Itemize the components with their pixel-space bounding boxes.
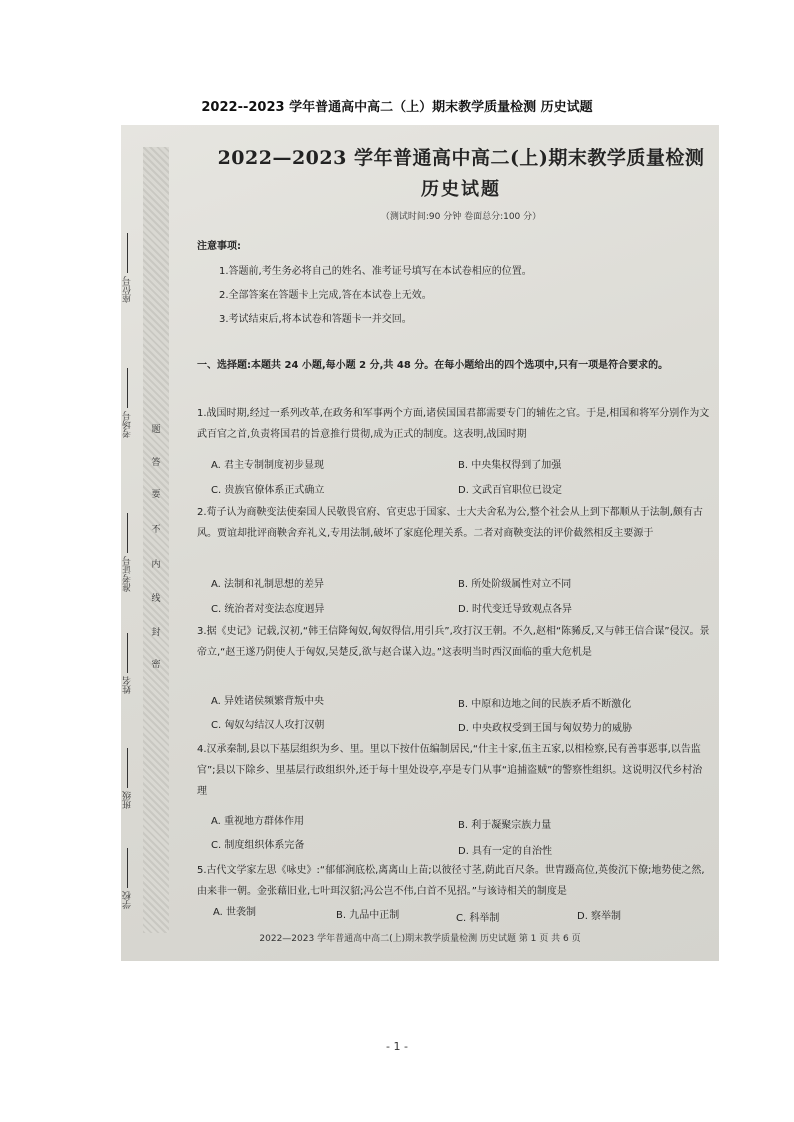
notice-item: 3.考试结束后,将本试卷和答题卡一并交回。: [219, 314, 412, 325]
question-2-option-a: A. 法制和礼制思想的差异: [211, 579, 325, 590]
margin-field-seat: 座位号: [121, 230, 139, 303]
question-2-option-c: C. 统治者对变法态度迥异: [211, 604, 325, 615]
question-1-stem: 1.战国时期,经过一系列改革,在政务和军事两个方面,诸侯国国君都需要专门的辅佐之官。于是,相国和将军分别作为文武百官之首,负责将国君的旨意推行贯彻,成为正式的制度。这表明,战国时期: [197, 408, 710, 440]
question-4-option-b: B. 利于凝聚宗族力量: [458, 820, 552, 831]
seal-char: 要: [151, 490, 161, 500]
notice-title: 注意事项:: [197, 241, 241, 252]
question-2-option-d: D. 时代变迁导致观点各异: [458, 604, 573, 615]
question-3-option-b: B. 中原和边地之间的民族矛盾不断激化: [458, 699, 632, 710]
question-4-stem: 4.汉承秦制,县以下基层组织为乡、里。里以下按什伍编制居民,“什主十家,伍主五家,以相检察,民有善事恶事,以告监官”;县以下除乡、里基层行政组织外,还于每十里处设亭,亭是专门从事“追捕盗贼”的警察性组织。这说明汉代乡村治理: [197, 744, 703, 797]
question-5-option-b: B. 九品中正制: [336, 910, 400, 921]
seal-char: 题: [151, 425, 161, 435]
seal-char: 封: [151, 628, 161, 638]
margin-field-name: 姓名: [121, 630, 139, 694]
question-5-stem: 5.古代文学家左思《咏史》:“郁郁涧底松,离离山上苗;以彼径寸茎,荫此百尺条。世胄蹑高位,英俊沉下僚;地势使之然,由来非一朝。金张藉旧业,七叶珥汉貂;冯公岂不伟,白首不见招。”与该诗相关的制度是: [197, 865, 705, 897]
question-3-stem: 3.据《史记》记载,汉初,“韩王信降匈奴,匈奴得信,用引兵”,攻打汉王朝。不久,赵相“陈豨反,又与韩王信合谋”侵汉。景帝立,“赵王遂乃阴使人于匈奴,吴楚反,欲与赵合谋入边。”这表明当时西汉面临的重大危机是: [197, 626, 710, 658]
margin-field-school: 学校: [121, 845, 139, 909]
question-3-option-c: C. 匈奴勾结汉人攻打汉朝: [211, 720, 325, 731]
exam-paper-photo: [121, 125, 719, 961]
margin-field-room: 考场号: [121, 365, 139, 438]
question-4-option-a: A. 重视地方群体作用: [211, 816, 305, 827]
margin-field-class: 班级: [121, 745, 139, 809]
notice-item: 2.全部答案在答题卡上完成,答在本试卷上无效。: [219, 290, 432, 301]
paper-title: 2022—2023 学年普通高中高二(上)期末教学质量检测: [217, 147, 705, 169]
seal-char: 不: [151, 525, 161, 535]
question-5-option-a: A. 世袭制: [213, 907, 257, 918]
margin-field-exam-id: 准考证号: [121, 510, 139, 592]
question-1-option-a: A. 君主专制制度初步显现: [211, 460, 325, 471]
seal-char: 线: [151, 594, 161, 604]
question-1-option-c: C. 贵族官僚体系正式确立: [211, 485, 325, 496]
page-number: - 1 -: [386, 1040, 408, 1053]
section-heading: 一、选择题:本题共 24 小题,每小题 2 分,共 48 分。在每小题给出的四个选项中,只有一项是符合要求的。: [197, 360, 669, 371]
seal-line-strip: [143, 147, 169, 933]
notice-item: 1.答题前,考生务必将自己的姓名、准考证号填写在本试卷相应的位置。: [219, 266, 532, 277]
question-3-option-a: A. 异姓诸侯频繁背叛中央: [211, 696, 325, 707]
paper-subject: 历史试题: [421, 179, 501, 200]
paper-footer: 2022—2023 学年普通高中高二(上)期末教学质量检测 历史试题 第 1 页 共 6 页: [259, 934, 581, 944]
question-3-option-d: D. 中央政权受到王国与匈奴势力的威胁: [458, 723, 633, 734]
question-4-option-c: C. 制度组织体系完备: [211, 840, 305, 851]
question-1-option-b: B. 中央集权得到了加强: [458, 460, 562, 471]
question-2-option-b: B. 所处阶级属性对立不同: [458, 579, 572, 590]
question-4-option-d: D. 具有一定的自治性: [458, 846, 553, 857]
question-1-option-d: D. 文武百官职位已设定: [458, 485, 563, 496]
seal-char: 密: [151, 660, 161, 670]
paper-meta: （测试时间:90 分钟 卷面总分:100 分）: [380, 212, 542, 222]
question-2-stem: 2.荀子认为商鞅变法使秦国人民敬畏官府、官吏忠于国家、士大夫舍私为公,整个社会从上到下都顺从于法制,颇有古风。贾谊却批评商鞅舍弃礼义,专用法制,破坏了家庭伦理关系。二者对商鞅变法的评价截然相反主要源于: [197, 507, 703, 539]
question-5-option-d: D. 察举制: [577, 911, 622, 922]
question-5-option-c: C. 科举制: [456, 913, 500, 924]
seal-char: 答: [151, 458, 161, 468]
document-title: 2022--2023 学年普通高中高二（上）期末教学质量检测 历史试题: [201, 100, 593, 115]
seal-char: 内: [151, 560, 161, 570]
